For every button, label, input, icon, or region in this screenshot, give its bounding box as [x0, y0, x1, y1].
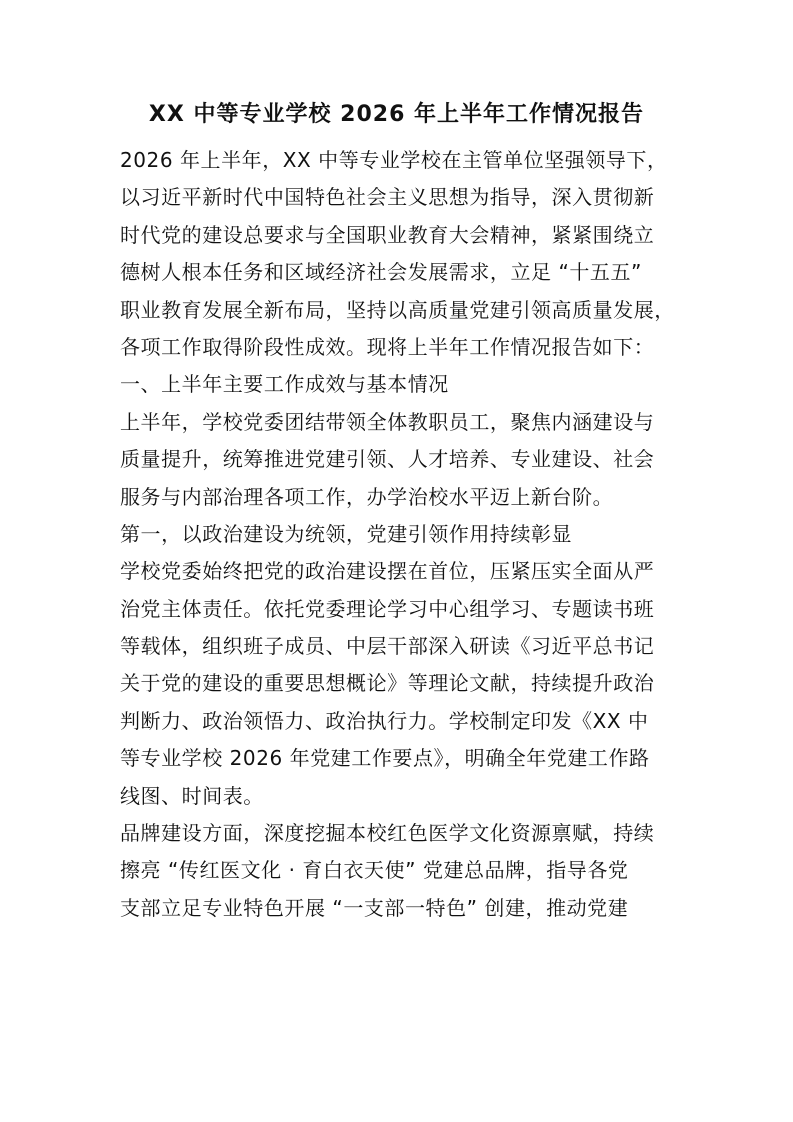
text-line: 治党主体责任。依托党委理论学习中心组学习、专题读书班 [120, 596, 655, 621]
text-line: 支部立足专业特色开展 “一支部一特色” 创建，推动党建 [120, 895, 629, 920]
document-title: XX 中等专业学校 2026 年上半年工作情况报告 [148, 102, 645, 127]
text-line: 2026 年上半年，XX 中等专业学校在主管单位坚强领导下， [120, 148, 668, 172]
section-heading: 一、上半年主要工作成效与基本情况 [120, 372, 449, 397]
text-line: 等载体，组织班子成员、中层干部深入研读《习近平总书记 [120, 634, 655, 659]
text-line: 上半年，学校党委团结带领全体教职员工，聚焦内涵建设与 [120, 409, 655, 434]
text-line: 以习近平新时代中国特色社会主义思想为指导，深入贯彻新 [120, 185, 655, 210]
text-line: 线图、时间表。 [120, 783, 264, 808]
text-line: 关于党的建设的重要思想概论》等理论文献，持续提升政治 [120, 671, 655, 696]
text-line: 职业教育发展全新布局，坚持以高质量党建引领高质量发展， [120, 297, 675, 322]
subsection-heading: 第一，以政治建设为统领，党建引领作用持续彰显 [120, 521, 573, 546]
text-line: 服务与内部治理各项工作，办学治校水平迈上新台阶。 [120, 484, 614, 509]
text-line: 德树人根本任务和区域经济社会发展需求，立足 “十五五” [120, 260, 642, 285]
text-line: 判断力、政治领悟力、政治执行力。学校制定印发《XX 中 [120, 708, 649, 733]
text-line: 学校党委始终把党的政治建设摆在首位，压紧压实全面从严 [120, 559, 655, 584]
text-line: 时代党的建设总要求与全国职业教育大会精神，紧紧围绕立 [120, 222, 655, 247]
text-line: 等专业学校 2026 年党建工作要点》，明确全年党建工作路 [120, 746, 650, 771]
document-body [120, 142, 680, 927]
text-line: 擦亮 “传红医文化 · 育白衣天使” 党建总品牌，指导各党 [120, 858, 629, 883]
text-line: 质量提升，统筹推进党建引领、人才培养、专业建设、社会 [120, 447, 655, 472]
text-line: 各项工作取得阶段性成效。现将上半年工作情况报告如下： [120, 334, 655, 359]
text-line: 品牌建设方面，深度挖掘本校红色医学文化资源禀赋，持续 [120, 821, 655, 846]
